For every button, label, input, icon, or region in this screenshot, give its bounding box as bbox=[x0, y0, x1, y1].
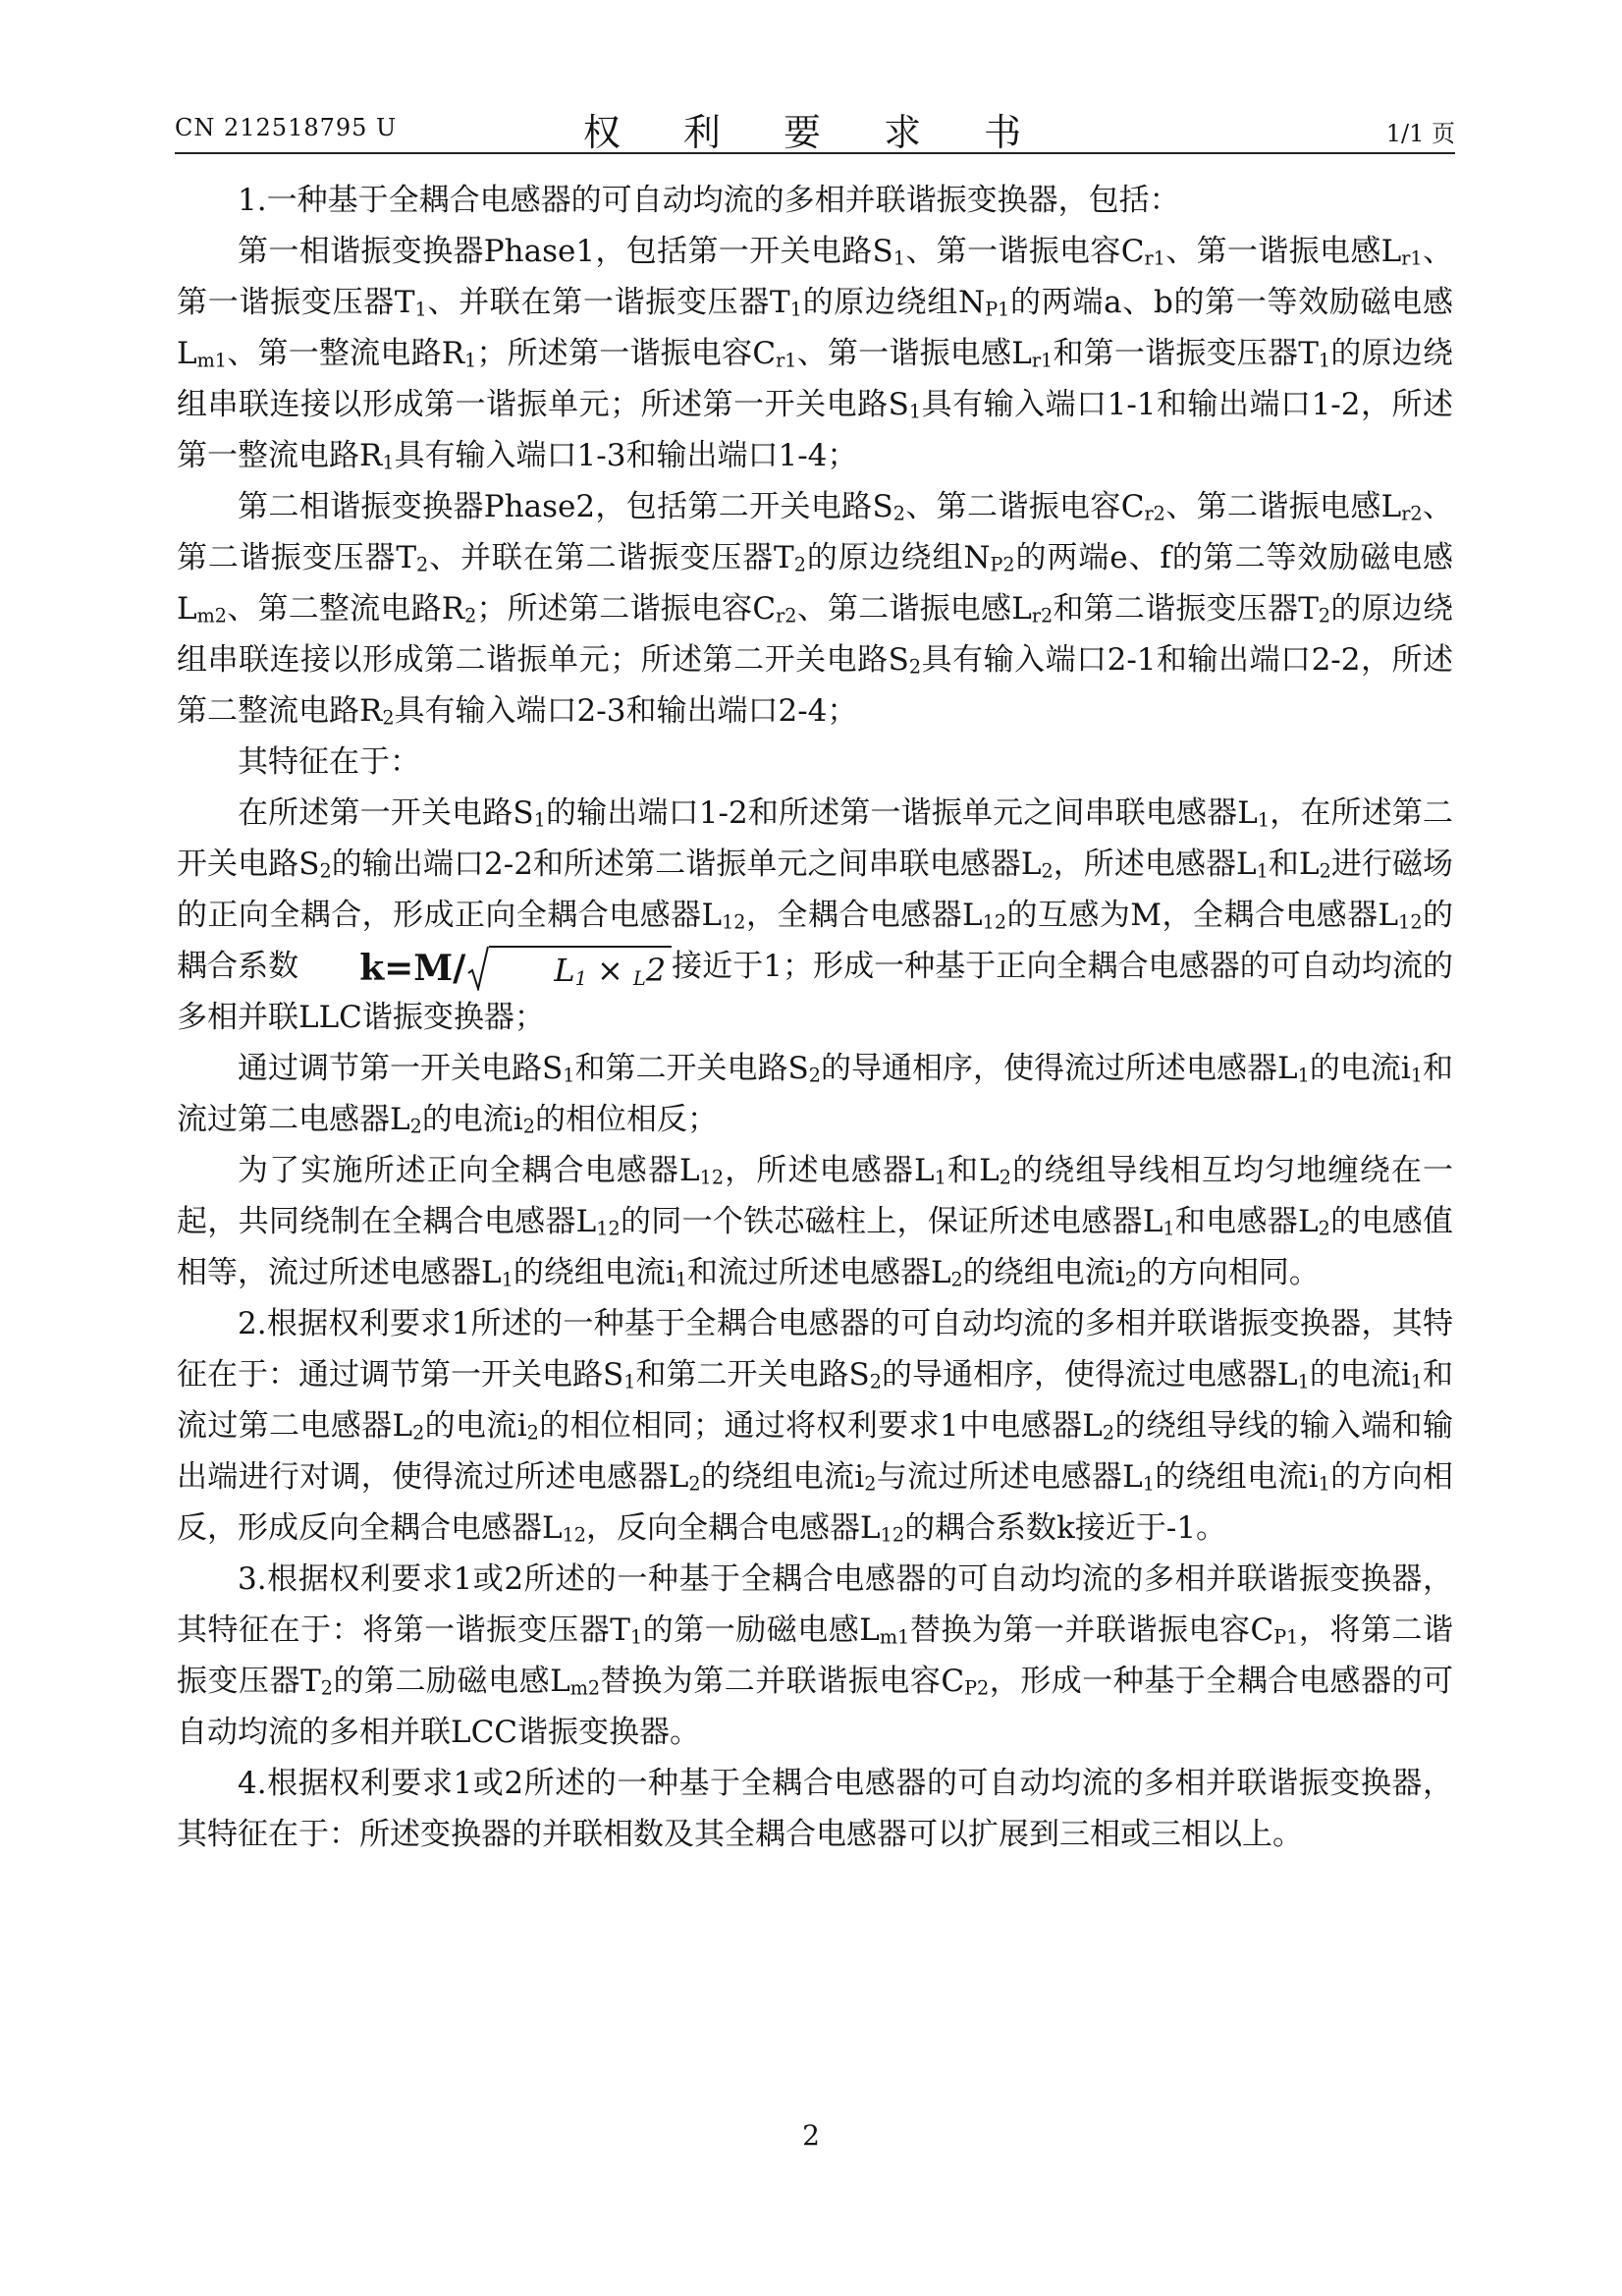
text-run: 替换为第二并联谐振电容C bbox=[600, 1664, 965, 1699]
claim-1-phase-control bbox=[177, 1043, 1453, 1145]
subscript: 2 bbox=[1319, 859, 1331, 883]
subscript: 1 bbox=[908, 400, 922, 423]
coupling-tail: 接近于1；形成一种基于正向全耦合电感器的可自动均流的多相并联LLC谐振变换器； bbox=[177, 949, 1453, 1035]
subscript: 12 bbox=[982, 910, 1007, 934]
text-run: ，在所述第二开关电路S bbox=[177, 795, 1453, 882]
text-run: ，将第二谐振变压器T bbox=[177, 1613, 1453, 1699]
text-run: 的电流i bbox=[1309, 1357, 1411, 1393]
subscript: 2 bbox=[869, 1370, 882, 1394]
subscript: m2 bbox=[196, 604, 228, 628]
claim-3 bbox=[177, 1554, 1453, 1758]
subscript: 1 bbox=[1318, 349, 1331, 372]
subscript: r2 bbox=[1401, 502, 1423, 525]
text-run: 的绕组电流i bbox=[513, 1255, 676, 1290]
claim-4: 4.根据权利要求1或2所述的一种基于全耦合电感器的可自动均流的多相并联谐振变换器，其特征在于：所述变换器的并联相数及其全耦合电感器可以扩展到三相或三相以上。 bbox=[177, 1766, 1453, 1852]
text-run: 的第一励磁电感L bbox=[642, 1613, 880, 1648]
subscript: 12 bbox=[1398, 910, 1423, 934]
subscript: 2 bbox=[409, 1115, 422, 1138]
subscript: r2 bbox=[1144, 502, 1165, 525]
text-run: 的方向相反，形成反向全耦合电感器L bbox=[177, 1459, 1453, 1546]
text-run: 的输出端口2-2和所述第二谐振单元之间串联电感器L bbox=[331, 847, 1042, 882]
subscript: 2 bbox=[1041, 859, 1054, 883]
coupling-coefficient-formula bbox=[298, 946, 672, 991]
text-run: 的两端e、f的第二等效励磁电感L bbox=[177, 540, 1453, 627]
text-run: 的同一个铁芯磁柱上，保证所述电感器L bbox=[620, 1204, 1163, 1239]
subscript: 2 bbox=[1318, 604, 1331, 628]
text-run: 的耦合系数k接近于-1。 bbox=[904, 1510, 1227, 1546]
subscript: 1 bbox=[563, 1064, 575, 1087]
text-run: 和第二开关电路S bbox=[635, 1357, 870, 1393]
text-run: 和流过所述电感器L bbox=[686, 1255, 951, 1290]
subscript: 1 bbox=[1410, 1064, 1423, 1087]
subscript: 2 bbox=[320, 1676, 333, 1700]
subscript: 1 bbox=[501, 1268, 514, 1291]
text-run: 的原边绕组串联连接以形成第二谐振单元；所述第二开关电路S bbox=[177, 591, 1454, 678]
text-run: 的绕组导线相互均匀地缠绕在一起，共同绕制在全耦合电感器L bbox=[177, 1153, 1453, 1239]
text-run: 的耦合系数 bbox=[177, 898, 1454, 984]
subscript: 2 bbox=[908, 655, 922, 679]
text-run: ，全耦合电感器L bbox=[745, 898, 983, 933]
subscript: 2 bbox=[412, 1421, 425, 1445]
claim-1-intro: 1.一种基于全耦合电感器的可自动均流的多相并联谐振变换器，包括： bbox=[238, 183, 1180, 218]
text-run: 具有输入端口1-1和输出端口1-2，所述第一整流电路R bbox=[177, 387, 1454, 473]
subscript: 1 bbox=[629, 1625, 643, 1649]
text-run: 、第一谐振电感L bbox=[796, 336, 1032, 371]
subscript: r2 bbox=[776, 604, 797, 628]
text-run: ；所述第二谐振电容C bbox=[476, 591, 777, 627]
claim-1-feature-intro: 其特征在于： bbox=[238, 744, 420, 780]
subscript: 2 bbox=[522, 1115, 535, 1138]
subscript: 2 bbox=[464, 604, 477, 628]
text-run: 的原边绕组N bbox=[805, 540, 991, 575]
text-run: 、第一整流电路R bbox=[227, 336, 465, 371]
text-run: ，所述电感器L bbox=[724, 1153, 935, 1188]
page-info: 1/1 页 bbox=[1385, 120, 1455, 147]
subscript: m2 bbox=[569, 1676, 601, 1700]
subscript: 1 bbox=[382, 451, 395, 474]
subscript: 2 bbox=[999, 1166, 1011, 1189]
subscript: 2 bbox=[1318, 1217, 1330, 1240]
subscript: 1 bbox=[1257, 808, 1271, 832]
text-run: 为了实施所述正向全耦合电感器L bbox=[238, 1153, 700, 1188]
subscript: r1 bbox=[1401, 246, 1423, 270]
text-run: 的第二励磁电感L bbox=[332, 1664, 570, 1699]
text-run: 和L bbox=[946, 1153, 1000, 1188]
claim-1-winding bbox=[177, 1145, 1453, 1298]
text-run: 、第一谐振变压器T bbox=[177, 234, 1454, 320]
subscript: 12 bbox=[880, 1523, 905, 1547]
subscript: P1 bbox=[985, 298, 1010, 321]
claims-body bbox=[177, 175, 1453, 1860]
text-run: × bbox=[586, 951, 633, 989]
subscript: 1 bbox=[892, 246, 905, 270]
subscript: 2 bbox=[808, 1064, 821, 1087]
subscript: 1 bbox=[414, 298, 427, 321]
subscript: r2 bbox=[1031, 604, 1054, 628]
subscript: 1 bbox=[1297, 1370, 1310, 1394]
text-run: 的绕组电流i bbox=[1154, 1459, 1319, 1495]
text-run: 的相位相同；通过将权利要求1中电感器L bbox=[538, 1408, 1103, 1444]
subscript: 2 bbox=[382, 706, 395, 730]
page-header bbox=[175, 100, 1455, 154]
text-run: 和第二开关电路S bbox=[574, 1051, 809, 1086]
text-run: 3.根据权利要求1或2所述的一种基于全耦合电感器的可自动均流的多相并联谐振变换器，其特征在于：将第一谐振变压器T bbox=[177, 1561, 1453, 1648]
text-run: 、第一谐振电容C bbox=[904, 234, 1145, 269]
subscript: 12 bbox=[699, 1166, 725, 1189]
subscript: 1 bbox=[789, 298, 802, 321]
text-run: 的电流i bbox=[1309, 1051, 1411, 1086]
subscript: r1 bbox=[1144, 246, 1165, 270]
subscript: m1 bbox=[196, 349, 228, 372]
text-run: 2 bbox=[645, 951, 667, 989]
text-run: 、第二谐振电感L bbox=[796, 591, 1032, 627]
text-run: 进行磁场的正向全耦合，形成正向全耦合电感器L bbox=[177, 847, 1453, 933]
text-run: ，形成一种基于全耦合电感器的可自动均流的多相并联LCC谐振变换器。 bbox=[177, 1664, 1453, 1750]
subscript: 2 bbox=[1124, 1268, 1137, 1291]
subscript: P2 bbox=[964, 1676, 990, 1700]
text-run: 的绕组电流i bbox=[700, 1459, 865, 1495]
subscript: P1 bbox=[1273, 1625, 1299, 1649]
text-run: 的互感为M，全耦合电感器L bbox=[1006, 898, 1399, 933]
text-run: 在所述第一开关电路S bbox=[238, 795, 534, 831]
subscript: 1 bbox=[1256, 859, 1269, 883]
text-run: 的电流i bbox=[424, 1408, 527, 1444]
text-run: 、第一谐振电感L bbox=[1164, 234, 1402, 269]
text-run: 的输出端口1-2和所述第一谐振单元之间串联电感器L bbox=[545, 795, 1258, 831]
subscript: 2 bbox=[793, 553, 806, 576]
text-run: 、并联在第二谐振变压器T bbox=[428, 540, 794, 575]
text-run: 的导通相序，使得流过所述电感器L bbox=[820, 1051, 1298, 1086]
subscript: P2 bbox=[990, 553, 1015, 576]
text-run: 和流过第二电感器L bbox=[177, 1051, 1453, 1137]
claim-2 bbox=[177, 1298, 1453, 1554]
text-run: 、第二谐振变压器T bbox=[177, 489, 1454, 575]
text-run: 的绕组导线的输入端和输出端进行对调，使得流过所述电感器L bbox=[177, 1408, 1454, 1495]
subscript: 12 bbox=[562, 1523, 587, 1547]
square-root bbox=[467, 946, 672, 991]
subscript: 1 bbox=[1318, 1472, 1330, 1496]
text-run: 2.根据权利要求1所述的一种基于全耦合电感器的可自动均流的多相并联谐振变换器，其特征在于：通过调节第一开关电路S bbox=[177, 1306, 1453, 1393]
text-run: L bbox=[554, 951, 575, 989]
subscript: 1 bbox=[1297, 1064, 1310, 1087]
formula-radicand bbox=[489, 946, 672, 991]
subscript: 12 bbox=[722, 910, 746, 934]
subscript: 2 bbox=[892, 502, 905, 525]
subscript: 1 bbox=[533, 808, 546, 832]
claim-1-phase1 bbox=[177, 226, 1453, 481]
text-run: ，所述电感器L bbox=[1053, 847, 1257, 882]
header-rule bbox=[175, 152, 1455, 154]
text-run: 与流过所述电感器L bbox=[876, 1459, 1143, 1495]
formula-lhs: k=M/ bbox=[359, 947, 466, 989]
claim-1-coupling bbox=[177, 788, 1453, 1043]
text-run: 的原边绕组N bbox=[801, 285, 986, 320]
subscript: 1 bbox=[623, 1370, 636, 1394]
text-run: ；所述第一谐振电容C bbox=[476, 336, 777, 371]
radical-sign-icon bbox=[467, 946, 489, 991]
subscript: 1 bbox=[675, 1268, 687, 1291]
subscript: 1 bbox=[934, 1166, 946, 1189]
text-run: 和L bbox=[1268, 847, 1320, 882]
subscript: 2 bbox=[688, 1472, 701, 1496]
text-run: 和第一谐振变压器T bbox=[1053, 336, 1319, 371]
subscript: L bbox=[632, 966, 646, 990]
document-title: 权 利 要 求 书 bbox=[582, 111, 1048, 154]
subscript: 1 bbox=[1162, 1217, 1175, 1240]
text-run: 的方向相同。 bbox=[1136, 1255, 1320, 1290]
subscript: 12 bbox=[596, 1217, 621, 1240]
subscript: 2 bbox=[319, 859, 332, 883]
text-run: 、第二整流电路R bbox=[227, 591, 465, 627]
text-run: 具有输入端口2-3和输出端口2-4； bbox=[394, 693, 858, 729]
text-run: 具有输入端口2-1和输出端口2-2，所述第二整流电路R bbox=[177, 642, 1454, 729]
text-run: 的绕组电流i bbox=[962, 1255, 1125, 1290]
subscript: 1 bbox=[1410, 1370, 1423, 1394]
text-run: 、第二谐振电感L bbox=[1164, 489, 1402, 524]
text-run: 第二相谐振变换器Phase2，包括第二开关电路S bbox=[238, 489, 893, 524]
text-run: 第一相谐振变换器Phase1，包括第一开关电路S bbox=[238, 234, 893, 269]
text-run: 和第二谐振变压器T bbox=[1053, 591, 1319, 627]
text-run: 和电感器L bbox=[1174, 1204, 1319, 1239]
subscript: 1 bbox=[1142, 1472, 1155, 1496]
text-run: 具有输入端口1-3和输出端口1-4； bbox=[394, 438, 858, 473]
text-run: 的原边绕组串联连接以形成第一谐振单元；所述第一开关电路S bbox=[177, 336, 1454, 422]
subscript: 2 bbox=[1102, 1421, 1115, 1445]
subscript: r1 bbox=[1031, 349, 1054, 372]
text-run: 通过调节第一开关电路S bbox=[238, 1051, 564, 1086]
text-run: 的相位相反； bbox=[534, 1102, 718, 1137]
subscript: 1 bbox=[464, 349, 477, 372]
subscript: m1 bbox=[879, 1625, 910, 1649]
text-run: 、并联在第一谐振变压器T bbox=[426, 285, 790, 320]
text-run: 、第二谐振电容C bbox=[904, 489, 1145, 524]
text-run: 的电流i bbox=[421, 1102, 523, 1137]
subscript: 2 bbox=[864, 1472, 877, 1496]
text-run: 替换为第一并联谐振电容C bbox=[909, 1613, 1274, 1648]
text-run: 和流过第二电感器L bbox=[177, 1357, 1453, 1444]
publication-number: CN 212518795 U bbox=[175, 114, 398, 141]
claim-1-phase2 bbox=[177, 481, 1453, 737]
subscript: 2 bbox=[526, 1421, 539, 1445]
subscript: r1 bbox=[776, 349, 797, 372]
text-run: 的两端a、b的第一等效励磁电感L bbox=[177, 285, 1454, 371]
subscript: 2 bbox=[416, 553, 429, 576]
subscript: 1 bbox=[574, 966, 587, 990]
text-run: 的电感值相等，流过所述电感器L bbox=[177, 1204, 1454, 1290]
page-number: 2 bbox=[802, 2119, 820, 2152]
text-run: ，反向全耦合电感器L bbox=[586, 1510, 881, 1546]
text-run: 的导通相序，使得流过电感器L bbox=[881, 1357, 1298, 1393]
subscript: 2 bbox=[950, 1268, 963, 1291]
